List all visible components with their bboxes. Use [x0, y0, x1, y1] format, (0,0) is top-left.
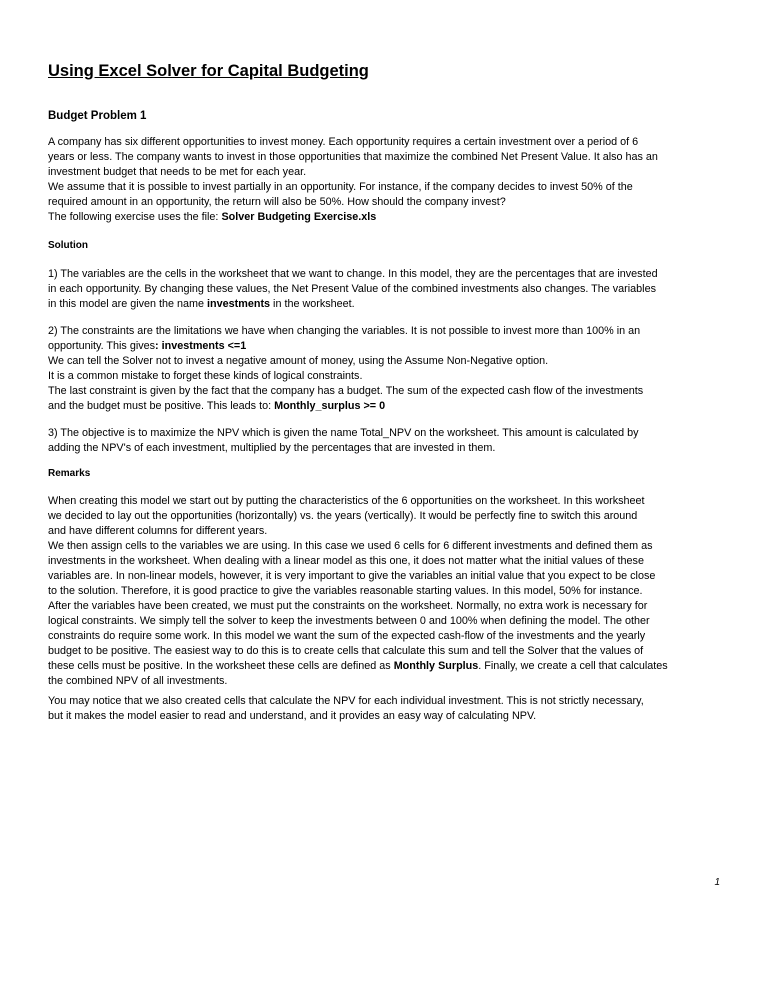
p3-line: 3) The objective is to maximize the NPV which is given the name Total_NPV on the worksheet. This amount is calculated by: [48, 427, 639, 439]
p1-line: in each opportunity. By changing these values, the Net Present Value of the combined investments also changes. The variables: [48, 283, 656, 295]
p1-line: 1) The variables are the cells in the worksheet that we want to change. In this model, they are the percentages that are invested: [48, 268, 658, 280]
p2-text: and the budget must be positive. This leads to:: [48, 400, 275, 412]
intro-file-label: The following exercise uses the file:: [48, 211, 222, 223]
p2-line: It is a common mistake to forget these kinds of logical constraints.: [48, 370, 363, 382]
intro-line: investment budget that needs to be met for each year.: [48, 166, 307, 178]
remarks-line: constraints do require some work. In this model we want the sum of the expected cash-flow of the investments and the yearly: [48, 630, 646, 642]
solution-paragraph-3: [48, 426, 728, 456]
p1-text: in this model are given the name: [48, 298, 208, 310]
intro-line: [48, 210, 728, 225]
remarks-line: and have different columns for different years.: [48, 525, 268, 537]
p3-line: adding the NPV's of each investment, multiplied by the percentages that are invested in them.: [48, 442, 496, 454]
intro-line: years or less. The company wants to invest in those opportunities that maximize the combined Net Present Value. It also has an: [48, 151, 658, 163]
p2-line: 2) The constraints are the limitations we have when changing the variables. It is not possible to invest more than 100% in an: [48, 325, 641, 337]
remarks-text: these cells must be positive. In the worksheet these cells are defined as: [48, 660, 394, 672]
remarks-line: budget to be positive. The easiest way to do this is to create cells that calculate this sum and tell the Solver that the values of: [48, 645, 644, 657]
file-name: Solver Budgeting Exercise.xls: [221, 211, 377, 223]
solution-paragraph-2: [48, 324, 728, 414]
remarks-line: we decided to lay out the opportunities (horizontally) vs. the years (vertically). It would be perfectly fine to switch this around: [48, 510, 638, 522]
remarks-line: logical constraints. We simply tell the solver to keep the investments between 0 and 100% when defining the model. The other: [48, 615, 650, 627]
remarks-line: After the variables have been created, we must put the constraints on the worksheet. Normally, no extra work is necessary for: [48, 600, 648, 612]
monthly-surplus-term: Monthly Surplus: [393, 660, 479, 672]
remarks-line: When creating this model we start out by putting the characteristics of the 6 opportunities on the worksheet. In this worksheet: [48, 495, 645, 507]
final-paragraph: [48, 694, 728, 724]
p2-line: [48, 399, 728, 414]
p2-line: We can tell the Solver not to invest a negative amount of money, using the Assume Non-Negative option.: [48, 355, 549, 367]
solution-paragraph-1: [48, 267, 728, 312]
intro-line: We assume that it is possible to invest partially in an opportunity. For instance, if the company decides to invest 50% of the: [48, 181, 633, 193]
document-title: Using Excel Solver for Capital Budgeting: [48, 62, 369, 80]
remarks-line: [48, 659, 728, 674]
solution-heading: Solution: [48, 240, 88, 251]
remarks-paragraph: [48, 494, 728, 689]
intro-paragraph: [48, 135, 728, 225]
p1-text: in the worksheet.: [270, 298, 355, 310]
intro-line: required amount in an opportunity, the return will also be 50%. How should the company invest?: [48, 196, 506, 208]
final-line: but it makes the model easier to read and understand, and it provides an easy way of calculating NPV.: [48, 710, 537, 722]
remarks-line: We then assign cells to the variables we are using. In this case we used 6 cells for 6 different investments and defined them as: [48, 540, 653, 552]
remarks-line: variables are. In non-linear models, however, it is very important to give the variables an initial value that you expect to be close: [48, 570, 656, 582]
page-number: 1: [714, 877, 720, 888]
remarks-line: the combined NPV of all investments.: [48, 675, 228, 687]
final-line: You may notice that we also created cells that calculate the NPV for each individual investment. This is not strictly necessary,: [48, 695, 644, 707]
investments-term: investments: [207, 298, 271, 310]
p2-line: The last constraint is given by the fact that the company has a budget. The sum of the expected cash flow of the investments: [48, 385, 644, 397]
section-heading: Budget Problem 1: [48, 110, 147, 122]
remarks-heading: Remarks: [48, 468, 91, 479]
p1-line: [48, 297, 728, 312]
p2-text: opportunity. This gives: [48, 340, 156, 352]
constraint-investments: : investments <=1: [155, 340, 247, 352]
remarks-line: to the solution. Therefore, it is good practice to give the variables reasonable starting values. In this model, 50% for instance.: [48, 585, 643, 597]
intro-line: A company has six different opportunities to invest money. Each opportunity requires a certain investment over a period of 6: [48, 136, 639, 148]
remarks-line: investments in the worksheet. When dealing with a linear model as this one, it does not matter what the initial values of these: [48, 555, 644, 567]
remarks-text: . Finally, we create a cell that calculates: [478, 660, 668, 672]
constraint-surplus: Monthly_surplus >= 0: [274, 400, 386, 412]
p2-line: [48, 339, 728, 354]
